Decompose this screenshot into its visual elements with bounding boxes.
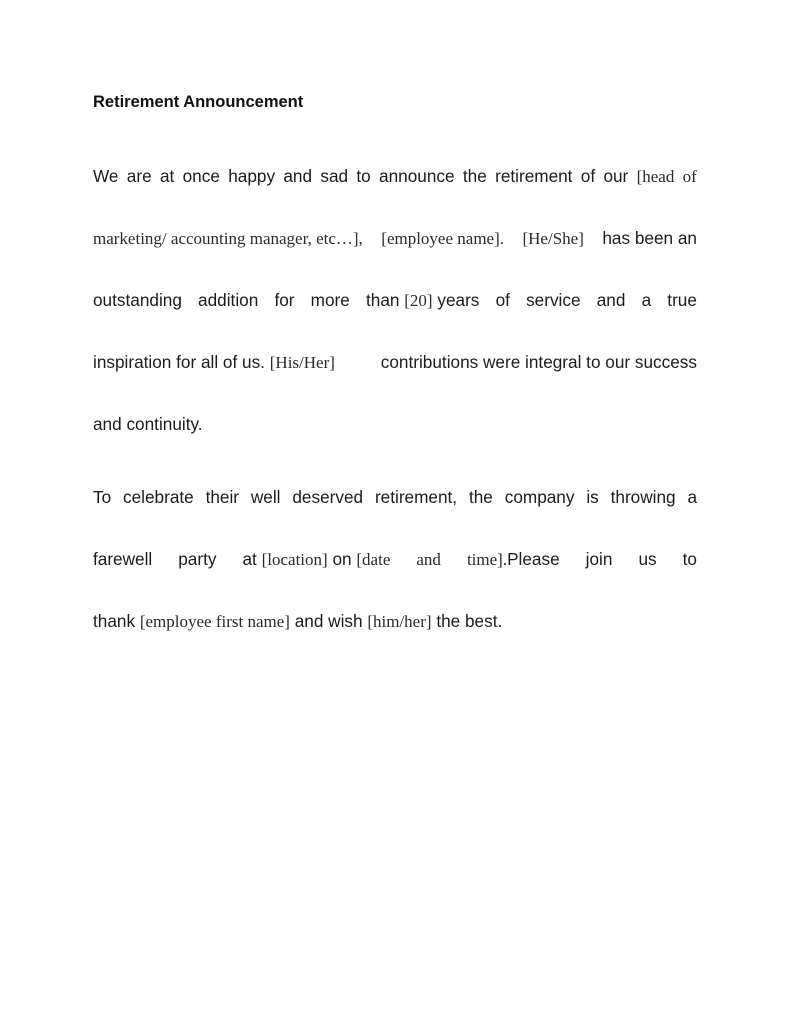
word: join xyxy=(585,549,613,569)
placeholder-date-time: and xyxy=(416,550,441,569)
text: and continuity. xyxy=(93,414,203,434)
word: of xyxy=(495,290,510,310)
paragraph-2-line-1 xyxy=(93,485,697,509)
word: is xyxy=(586,487,599,507)
placeholder-pronoun-possessive: [His/Her] xyxy=(269,353,335,372)
word: at xyxy=(242,549,257,569)
word: deserved xyxy=(292,487,364,507)
placeholder-pronoun-object: [him/her] xyxy=(367,612,432,631)
placeholder-date-time: [date xyxy=(356,550,391,569)
word: We xyxy=(93,166,119,186)
placeholder-pronoun: [He/She] xyxy=(522,229,584,248)
text: contributions were integral to our success xyxy=(380,352,697,372)
word: of xyxy=(580,166,596,186)
placeholder-job-title: [head xyxy=(636,167,675,186)
paragraph-1-line-5 xyxy=(93,412,697,436)
line-4-start xyxy=(93,350,335,375)
document-title: Retirement Announcement xyxy=(93,93,304,111)
paragraph-1-line-4 xyxy=(93,350,697,375)
at-location-on-group xyxy=(242,547,390,572)
word: sad xyxy=(320,166,349,186)
word: To xyxy=(93,487,112,507)
word: service xyxy=(526,290,581,310)
word: celebrate xyxy=(123,487,194,507)
word: us xyxy=(638,549,657,569)
word: to xyxy=(356,166,371,186)
word: our xyxy=(603,166,629,186)
placeholder-years: [20] xyxy=(404,291,433,310)
text: has been an xyxy=(602,228,697,248)
word: well xyxy=(250,487,281,507)
than-years-group xyxy=(366,288,479,313)
word: at xyxy=(159,166,175,186)
word: once xyxy=(182,166,220,186)
word: party xyxy=(178,549,217,569)
placeholder-employee-first-name: [employee first name] xyxy=(139,612,290,631)
paragraph-1-line-1 xyxy=(93,164,697,189)
word: to xyxy=(682,549,697,569)
word: thank xyxy=(93,611,136,631)
word: for xyxy=(274,290,295,310)
word: true xyxy=(667,290,697,310)
placeholder-job-title: marketing/ accounting manager, etc…], xyxy=(93,229,363,248)
word: retirement xyxy=(495,166,573,186)
word: and xyxy=(283,166,313,186)
word: a xyxy=(687,487,697,507)
placeholder-employee-name: [employee name]. xyxy=(381,229,504,248)
text: the best. xyxy=(436,611,503,631)
word: the xyxy=(462,166,487,186)
word: and xyxy=(596,290,626,310)
word: are xyxy=(126,166,152,186)
word: a xyxy=(641,290,652,310)
word: more xyxy=(310,290,350,310)
placeholder-job-title: of xyxy=(682,167,697,186)
word: outstanding xyxy=(93,290,182,310)
time-please-group xyxy=(467,547,560,572)
word: Please xyxy=(507,549,560,569)
word: company xyxy=(504,487,575,507)
word: than xyxy=(366,290,400,310)
word: announce xyxy=(379,166,455,186)
paragraph-1-line-3 xyxy=(93,288,697,313)
word: retirement, xyxy=(374,487,458,507)
placeholder-location: [location] xyxy=(261,550,328,569)
word: their xyxy=(205,487,240,507)
word: throwing xyxy=(610,487,676,507)
paragraph-2-line-3 xyxy=(93,609,697,634)
placeholder-date-time: time]. xyxy=(466,550,508,569)
text: and wish xyxy=(294,611,363,631)
text: inspiration for all of us. xyxy=(93,352,265,372)
word: years xyxy=(437,290,480,310)
word: farewell xyxy=(93,549,153,569)
word: the xyxy=(468,487,493,507)
word: addition xyxy=(198,290,259,310)
word: on xyxy=(332,549,352,569)
paragraph-2-line-2 xyxy=(93,547,697,572)
paragraph-1-line-2 xyxy=(93,226,697,251)
word: happy xyxy=(228,166,276,186)
